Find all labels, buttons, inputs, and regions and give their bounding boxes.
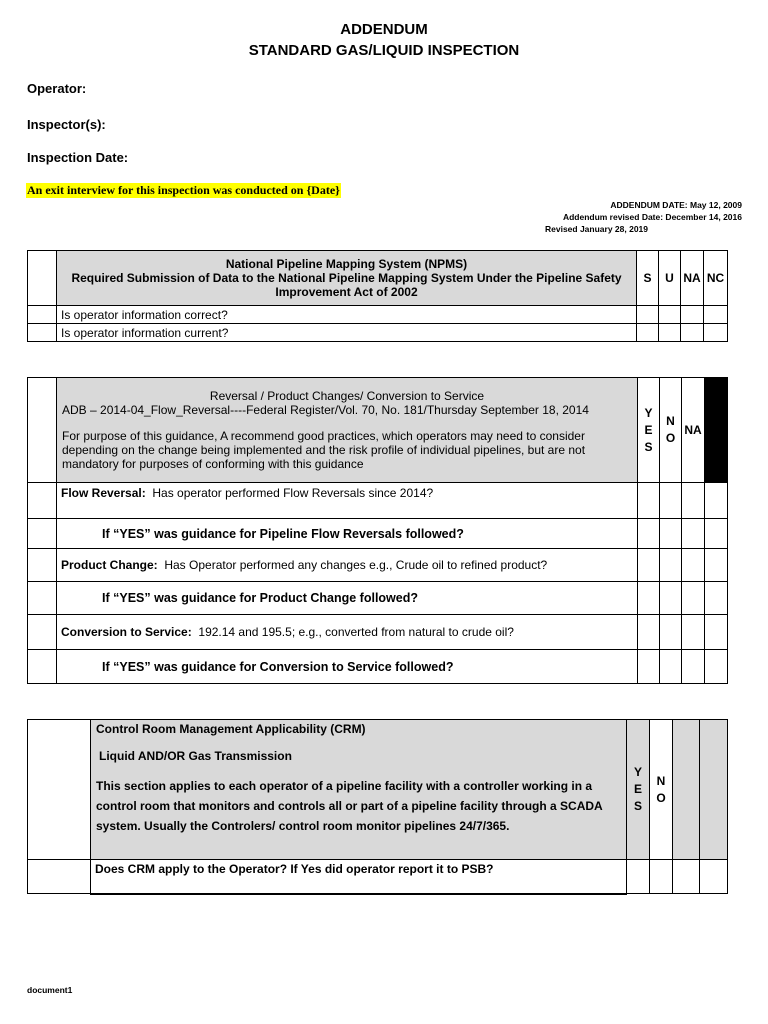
- reversal-row-side: [28, 615, 57, 650]
- crm-side-cell: [28, 720, 91, 860]
- footer-doc-name: document1: [27, 985, 73, 995]
- addendum-revised-date: Addendum revised Date: December 14, 2016: [562, 212, 742, 222]
- followup-extra: [705, 519, 728, 549]
- followup-yes[interactable]: [638, 519, 660, 549]
- npms-answer-na[interactable]: [681, 306, 704, 324]
- reversal-header: [57, 378, 638, 483]
- npms-col-na: NA: [681, 251, 704, 306]
- followup-yes[interactable]: [638, 650, 660, 684]
- reversal-row-side: [28, 582, 57, 615]
- followup-na[interactable]: [682, 650, 705, 684]
- followup-na[interactable]: [682, 519, 705, 549]
- crm-subtitle: Liquid AND/OR Gas Transmission: [99, 749, 292, 763]
- followup-no[interactable]: [660, 519, 682, 549]
- npms-col-nc: NC: [704, 251, 728, 306]
- reversal-col-yes: Y E S: [638, 378, 660, 483]
- crm-description: This section applies to each operator of a pipeline facility with a controller working in a control room that monitors and controls all or part of a pipeline facility through a SCADA system. Usually the Controlers/ control room monitor pipelines 24/7/365.: [96, 779, 603, 833]
- reversal-row-side: [28, 483, 57, 519]
- conversion-na[interactable]: [682, 615, 705, 650]
- npms-answer-na[interactable]: [681, 324, 704, 342]
- document-subtitle: STANDARD GAS/LIQUID INSPECTION: [248, 42, 520, 59]
- flow-reversal-no[interactable]: [660, 483, 682, 519]
- revised-date: Revised January 28, 2019: [544, 224, 648, 234]
- crm-answer-no[interactable]: [650, 860, 673, 894]
- flow-reversal-yes[interactable]: [638, 483, 660, 519]
- npms-answer-nc[interactable]: [704, 324, 728, 342]
- flow-reversal-na[interactable]: [682, 483, 705, 519]
- reversal-blackout-cell: [705, 378, 728, 483]
- exit-interview-note: An exit interview for this inspection was conducted on {Date}: [27, 183, 340, 197]
- reversal-title: Reversal / Product Changes/ Conversion to Service: [209, 389, 485, 403]
- addendum-date: ADDENDUM DATE: May 12, 2009: [610, 200, 742, 210]
- product-change-extra: [705, 549, 728, 582]
- product-change-yes[interactable]: [638, 549, 660, 582]
- reversal-col-na: NA: [682, 378, 705, 483]
- product-change-na[interactable]: [682, 549, 705, 582]
- crm-question: Does CRM apply to the Operator? If Yes did operator report it to PSB?: [91, 860, 627, 894]
- npms-answer-nc[interactable]: [704, 306, 728, 324]
- flow-reversal-extra: [705, 483, 728, 519]
- crm-col-blank1: [673, 720, 700, 860]
- reversal-row-side: [28, 650, 57, 684]
- npms-side-cell: [28, 251, 57, 306]
- inspection-date-label: Inspection Date:: [27, 150, 129, 165]
- npms-header: [57, 251, 637, 306]
- npms-row-side: [28, 306, 57, 324]
- followup-extra: [705, 650, 728, 684]
- npms-subtitle: Required Submission of Data to the National Pipeline Mapping System Under the Pipeline Safety Improvement Act of 2002: [71, 271, 622, 299]
- npms-row-side: [28, 324, 57, 342]
- followup-yes[interactable]: [638, 582, 660, 615]
- crm-header: [91, 720, 627, 860]
- reversal-note: For purpose of this guidance, A recommend good practices, which operators may need to consider depending on the change being implemented and the risk profile of individual pipelines, but are not mandatory for purposes of conforming with this guidance: [62, 429, 586, 471]
- document-title: ADDENDUM: [340, 21, 428, 38]
- reversal-row-side: [28, 549, 57, 582]
- crm-answer-4[interactable]: [700, 860, 728, 894]
- product-change-no[interactable]: [660, 549, 682, 582]
- crm-answer-yes[interactable]: [627, 860, 650, 894]
- npms-question: Is operator information current?: [57, 324, 637, 342]
- conversion-extra: [705, 615, 728, 650]
- crm-table: [27, 719, 728, 895]
- crm-row-side: [28, 860, 91, 894]
- conversion-yes[interactable]: [638, 615, 660, 650]
- product-change-question: Product Change: Has Operator performed any changes e.g., Crude oil to refined product?: [57, 549, 638, 582]
- followup-na[interactable]: [682, 582, 705, 615]
- npms-answer-s[interactable]: [637, 306, 659, 324]
- crm-answer-3[interactable]: [673, 860, 700, 894]
- crm-col-no: N O: [650, 720, 673, 860]
- crm-title: Control Room Management Applicability (CRM): [96, 722, 366, 736]
- reversal-col-no: N O: [660, 378, 682, 483]
- product-change-followup: If “YES” was guidance for Product Change followed?: [57, 582, 638, 615]
- npms-answer-s[interactable]: [637, 324, 659, 342]
- flow-reversal-question: Flow Reversal: Has operator performed Flow Reversals since 2014?: [57, 483, 638, 519]
- reversal-table: [27, 377, 728, 684]
- conversion-question: Conversion to Service: 192.14 and 195.5; e.g., converted from natural to crude oil?: [57, 615, 638, 650]
- inspectors-label: Inspector(s):: [27, 117, 106, 132]
- npms-question: Is operator information correct?: [57, 306, 637, 324]
- conversion-followup: If “YES” was guidance for Conversion to Service followed?: [57, 650, 638, 684]
- npms-answer-u[interactable]: [659, 306, 681, 324]
- operator-label: Operator:: [27, 81, 87, 96]
- npms-table: [27, 250, 728, 342]
- npms-title: National Pipeline Mapping System (NPMS): [225, 257, 468, 271]
- npms-col-s: S: [637, 251, 659, 306]
- reversal-side-cell: [28, 378, 57, 483]
- crm-col-blank2: [700, 720, 728, 860]
- flow-reversal-followup: If “YES” was guidance for Pipeline Flow Reversals followed?: [57, 519, 638, 549]
- reversal-reference: ADB – 2014-04_Flow_Reversal----Federal Register/Vol. 70, No. 181/Thursday September 18, 2014: [62, 403, 589, 417]
- conversion-no[interactable]: [660, 615, 682, 650]
- reversal-row-side: [28, 519, 57, 549]
- crm-col-yes: Y E S: [627, 720, 650, 860]
- followup-no[interactable]: [660, 582, 682, 615]
- npms-col-u: U: [659, 251, 681, 306]
- followup-extra: [705, 582, 728, 615]
- npms-answer-u[interactable]: [659, 324, 681, 342]
- followup-no[interactable]: [660, 650, 682, 684]
